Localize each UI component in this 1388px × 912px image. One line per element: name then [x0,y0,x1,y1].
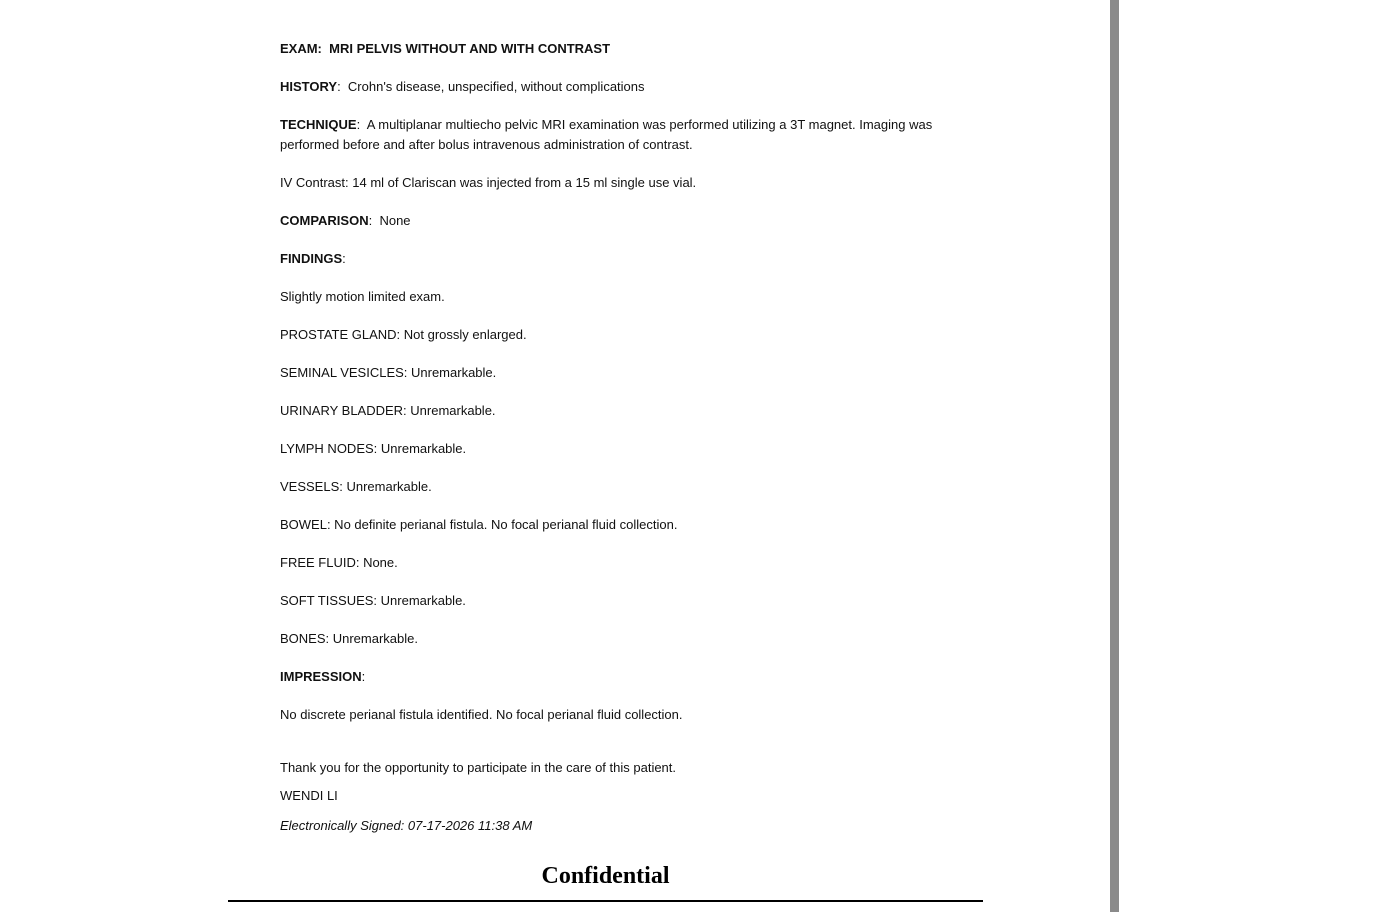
thank-you-text: Thank you for the opportunity to participate in the care of this patient. [280,760,677,775]
finding-item: LYMPH NODES: Unremarkable. [280,441,467,456]
finding-item: VESSELS: Unremarkable. [280,479,432,494]
footer-divider [228,900,983,902]
comparison-label: COMPARISON [280,213,369,228]
exam-label: EXAM: [280,41,322,56]
impression-text: No discrete perianal fistula identified. No focal perianal fluid collection. [280,707,683,722]
exam-line [280,39,610,59]
finding-item: FREE FLUID: None. [280,555,398,570]
comparison-value: None [379,213,411,228]
technique-paragraph: TECHNIQUE: A multiplanar multiecho pelvic MRI examination was performed utilizing a 3T magnet. Imaging was performed before and after bolus intravenous administration of contrast. [280,117,933,152]
finding-item: BOWEL: No definite perianal fistula. No focal perianal fluid collection. [280,517,678,532]
exam-value: MRI PELVIS WITHOUT AND WITH CONTRAST [329,41,611,56]
comparison-line: COMPARISON: None [280,213,411,228]
findings-heading: FINDINGS: [280,251,346,266]
iv-contrast-line: IV Contrast: 14 ml of Clariscan was injected from a 15 ml single use vial. [280,175,697,190]
history-value: Crohn's disease, unspecified, without complications [347,79,645,94]
confidential-footer-title: Confidential [541,863,670,889]
findings-label: FINDINGS [280,251,343,266]
signer-name: WENDI LI [280,788,338,803]
finding-item: PROSTATE GLAND: Not grossly enlarged. [280,327,527,342]
history-label: HISTORY [280,79,338,94]
finding-item: SEMINAL VESICLES: Unremarkable. [280,365,497,380]
electronic-signature: Electronically Signed: 07-17-2026 11:38 AM [280,818,533,833]
finding-item: URINARY BLADDER: Unremarkable. [280,403,496,418]
impression-label: IMPRESSION [280,669,362,684]
impression-heading: IMPRESSION: [280,669,366,684]
technique-label: TECHNIQUE [280,117,357,132]
vertical-scrollbar[interactable] [1110,0,1119,912]
finding-item: BONES: Unremarkable. [280,631,418,646]
finding-item: SOFT TISSUES: Unremarkable. [280,593,466,608]
history-line: HISTORY: Crohn's disease, unspecified, without complications [280,79,645,94]
technique-value: A multiplanar multiecho pelvic MRI examination was performed utilizing a 3T magnet. Imaging was performed before and after bolus intravenous administration of contrast. [280,117,933,152]
finding-item: Slightly motion limited exam. [280,289,445,304]
